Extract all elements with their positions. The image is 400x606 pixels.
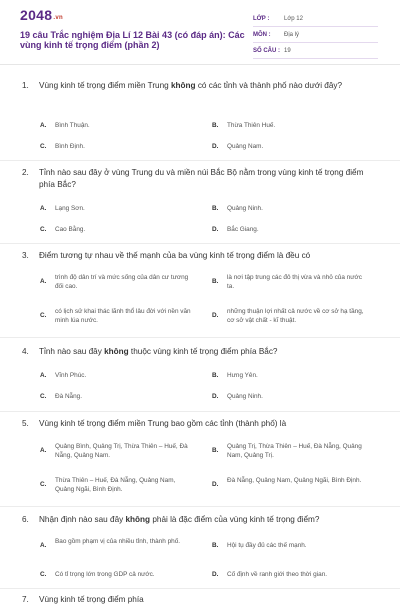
document-header (0, 0, 400, 62)
question-text: Vùng kinh tế trọng điểm phía (39, 595, 144, 604)
question-number: 4. (22, 347, 29, 356)
document-page: 2048.vn 19 câu Trắc nghiệm Địa Lí 12 Bài 43 (có đáp án): Các vùng kinh tế trọng điểm (phần 2) LỚP : Lớp 12 MÔN : Địa lý SỐ CÂU : 19 1. Vùng kinh tế trọng điểm miền Trung không có các tỉnh và thành phố nào dưới đây? A. Bình Thuận. B. Thừa Thiên Huế. C. Bình Định. D. Quảng Nam. 2. Tỉnh nào sau đây ở vùng Trung du và miền núi Bắc Bộ nằm trong vùng kinh tế trọng điểm phía Bắc? A. Lạng Sơn. B. Quảng Ninh. C. Cao Bằng. D. Bắc Giang. 3. Điểm tương tự nhau về thế mạnh của ba vùng kinh tế trọng điểm là đều có A. trình độ dân trí và mức sống của dân cư tương đối cao. B. là nơi tập trung các đô thị vừa và nhỏ của nước ta. C. có lịch sử khai thác lãnh thổ lâu đời với nền văn minh lúa nước. D. những thuận lợi nhất cả nước về cơ sở hạ tầng, cơ sở vật chất - kĩ thuật. 4. Tỉnh nào sau đây không thuộc vùng kinh tế trọng điểm phía Bắc? A. Vĩnh Phúc. B. Hưng Yên. C. Đà Nẵng. D. Quảng Ninh. 5. Vùng kinh tế trọng điểm miền Trung bao gồm các tỉnh (thành phố) là A. Quảng Bình, Quảng Trị, Thừa Thiên – Huế, Đà Nẵng, Quảng Nam. B. Quảng Trị, Thừa Thiên – Huế, Đà Nẵng, Quảng Nam, Quảng Trị. C. Thừa Thiên – Huế, Đà Nẵng, Quảng Nam, Quảng Ngãi, Bình Định. D. Đà Nẵng, Quảng Nam, Quảng Ngãi, Bình Định. 6. Nhận định nào sau đây không phải là đặc điểm của vùng kinh tế trọng điểm? A. Bao gồm phạm vị của nhiều tỉnh, thành phố. B. Hội tụ đầy đủ các thế mạnh. C. Có tỉ trọng lớn trong GDP cả nước. D. Cố định về ranh giới theo thời gian. 7. Vùng kinh tế trọng điểm phía (0, 0, 400, 600)
logo-main: 2048 (20, 7, 53, 23)
meta-row-count (253, 46, 378, 59)
question-number: 1. (22, 81, 29, 90)
meta-value: 19 (284, 48, 291, 54)
question-text: Vùng kinh tế trọng điểm miền Trung không có các tỉnh và thành phố nào dưới đây? (39, 81, 343, 90)
question-text: Điểm tương tự nhau về thế mạnh của ba vùng kinh tế trọng điểm là đều có (39, 251, 311, 260)
meta-row-class (253, 14, 378, 27)
meta-box (253, 14, 378, 62)
meta-row-subject (253, 30, 378, 43)
question-text: Nhận định nào sau đây không phải là đặc điểm của vùng kinh tế trọng điểm? (39, 515, 320, 524)
question-text: Tỉnh nào sau đây không thuộc vùng kinh tế trọng điểm phía Bắc? (39, 347, 278, 356)
site-logo[interactable] (20, 7, 63, 23)
question-text: Vùng kinh tế trọng điểm miền Trung bao gồm các tỉnh (thành phố) là (39, 419, 287, 428)
divider (0, 160, 400, 161)
question-number: 5. (22, 419, 29, 428)
divider (0, 337, 400, 338)
logo-sub: .vn (53, 15, 63, 21)
question-text: Tỉnh nào sau đây ở vùng Trung du và miền núi Bắc Bộ nằm trong vùng kinh tế trọng điểm phía Bắc? (39, 168, 364, 189)
divider (0, 588, 400, 589)
meta-label: LỚP : (253, 16, 270, 22)
meta-label: SỐ CÂU : (253, 48, 280, 54)
question-number: 2. (22, 168, 29, 177)
meta-value: Địa lý (284, 32, 300, 38)
document-title: 19 câu Trắc nghiệm Địa Lí 12 Bài 43 (có đáp án): Các vùng kinh tế trọng điểm (phần 2) (20, 30, 245, 50)
question-number: 6. (22, 515, 29, 524)
question-number: 3. (22, 251, 29, 260)
meta-label: MÔN : (253, 32, 271, 38)
divider (0, 411, 400, 412)
divider (0, 506, 400, 507)
divider (0, 64, 400, 65)
question-number: 7. (22, 595, 29, 604)
meta-value: Lớp 12 (284, 16, 303, 22)
divider (0, 243, 400, 244)
